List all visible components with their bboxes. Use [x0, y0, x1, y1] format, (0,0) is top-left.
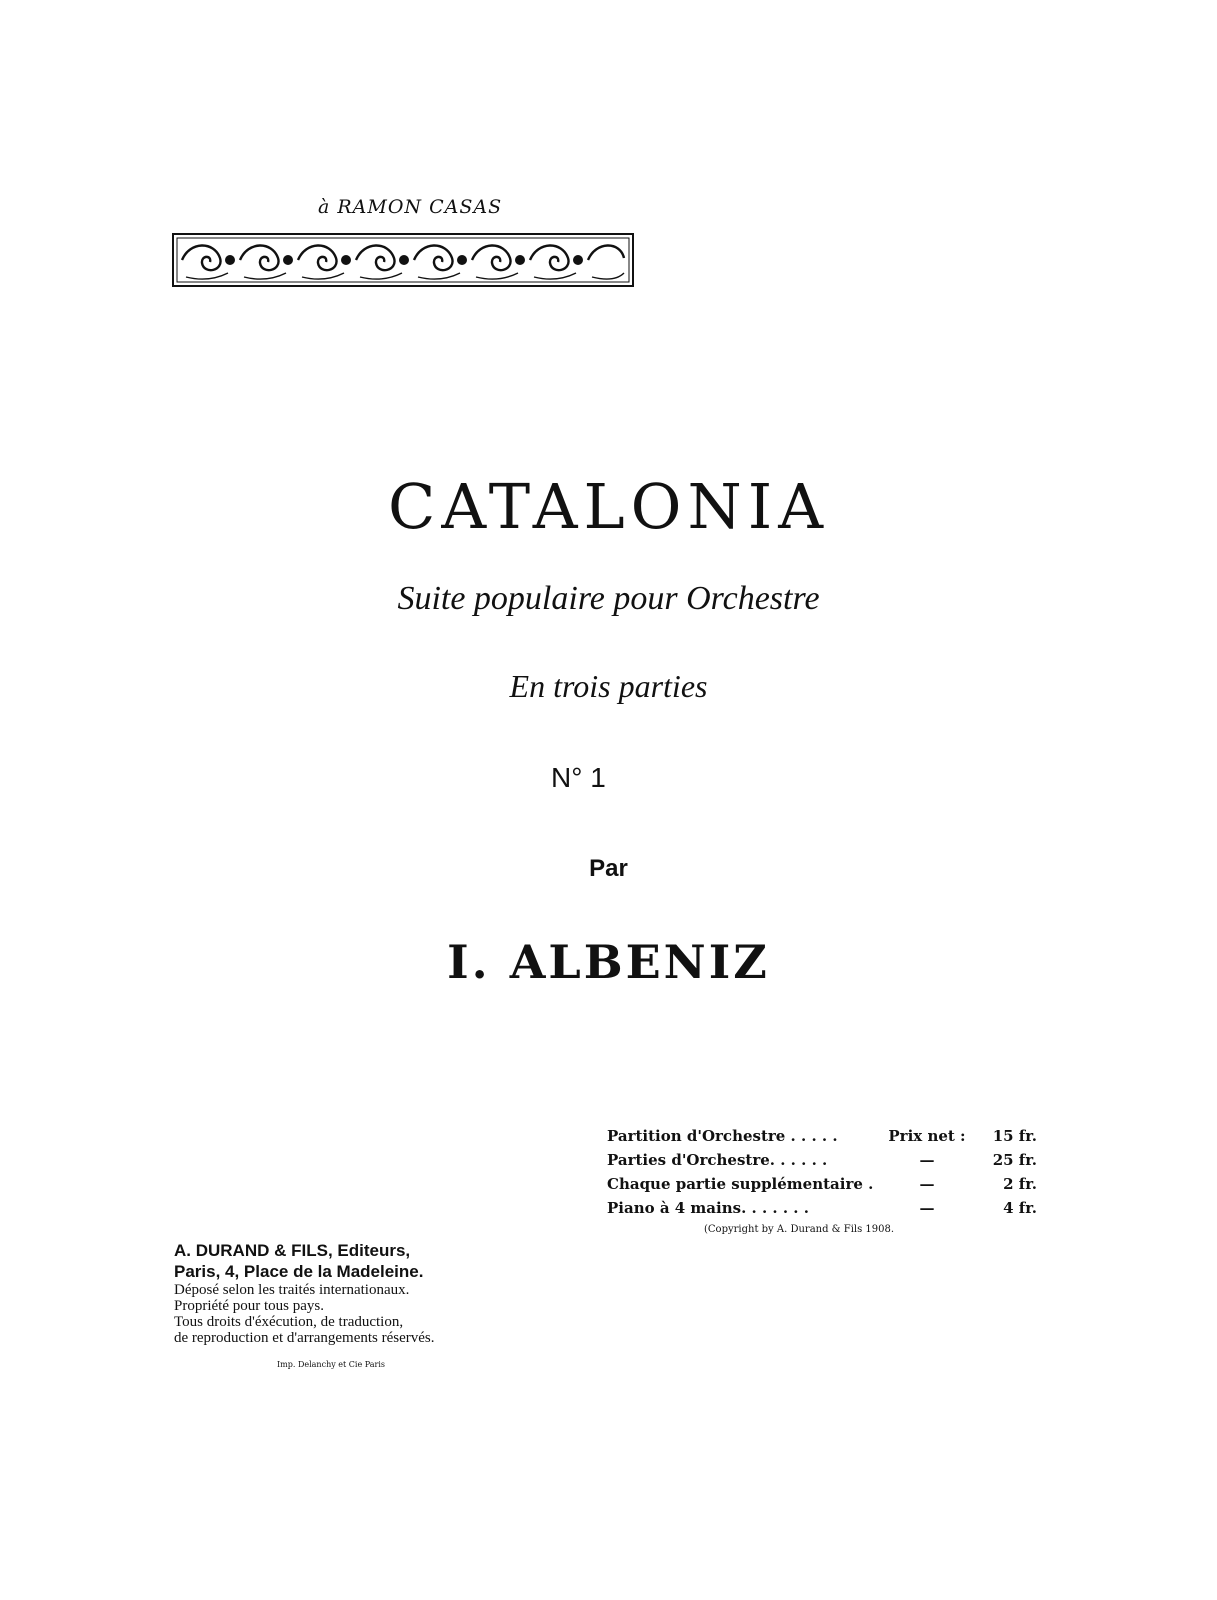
legal-line: de reproduction et d'arrangements réservés.	[174, 1330, 435, 1346]
by-label: Par	[589, 855, 628, 882]
price-item-label: Parties d'Orchestre. . . . . .	[607, 1151, 828, 1169]
price-row	[607, 1199, 1037, 1223]
dedication: à RAMON CASAS	[318, 196, 503, 218]
legal-line: Déposé selon les traités internationaux.	[174, 1282, 410, 1298]
printer-credit: Imp. Delanchy et Cie Paris	[277, 1360, 386, 1369]
price-item-label: Chaque partie supplémentaire .	[607, 1175, 874, 1193]
publisher-block	[174, 1240, 423, 1282]
legal-line: Tous droits d'éxécution, de traduction,	[174, 1314, 404, 1330]
opus-number: N° 1	[551, 762, 606, 793]
legal-notice	[174, 1282, 435, 1346]
price-item-note: —	[919, 1151, 935, 1169]
copyright-notice: (Copyright by A. Durand & Fils 1908.	[704, 1224, 895, 1235]
title: CATALONIA	[387, 470, 830, 543]
price-item-value: 25 fr.	[992, 1151, 1037, 1169]
price-item-label: Partition d'Orchestre . . . . .	[607, 1127, 838, 1145]
price-item-note: —	[919, 1175, 935, 1193]
publisher-address: Paris, 4, Place de la Madeleine.	[174, 1262, 424, 1281]
legal-line: Propriété pour tous pays.	[174, 1298, 324, 1314]
publisher-name: A. DURAND & FILS, Editeurs,	[174, 1241, 411, 1260]
price-item-label: Piano à 4 mains. . . . . . .	[607, 1199, 809, 1217]
subtitle: Suite populaire pour Orchestre	[397, 580, 820, 617]
composer-name: I. ALBENIZ	[447, 935, 770, 989]
price-item-value: 4 fr.	[1003, 1199, 1037, 1217]
price-item-value: 15 fr.	[992, 1127, 1037, 1145]
price-item-value: 2 fr.	[1003, 1175, 1037, 1193]
parts-note: En trois parties	[509, 668, 708, 704]
price-list	[607, 1127, 1037, 1223]
price-item-note: Prix net :	[888, 1127, 966, 1145]
price-item-note: —	[919, 1199, 935, 1217]
price-row	[607, 1127, 1037, 1151]
price-row	[607, 1151, 1037, 1175]
price-row	[607, 1175, 1037, 1199]
ornamental-border	[172, 233, 634, 287]
